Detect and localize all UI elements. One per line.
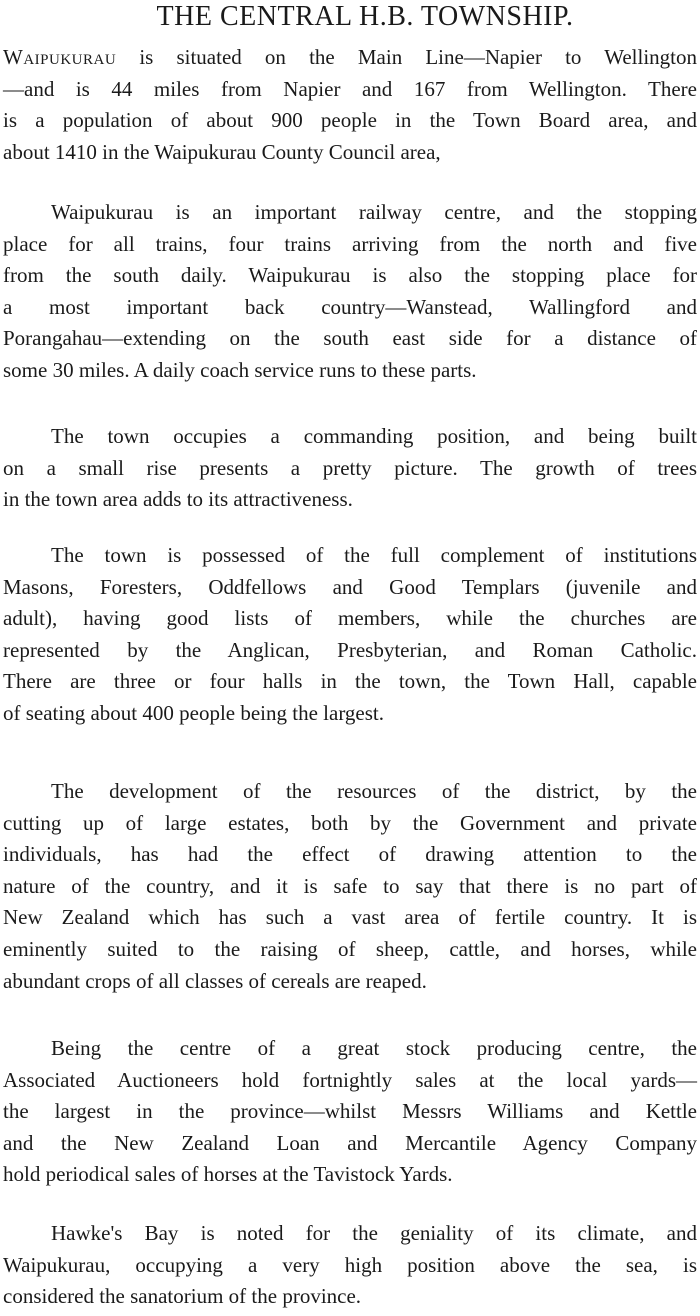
paragraph-line: Waipukurau is situated on the Main Line—Napier to Wellington [3,45,697,69]
paragraph-2 [3,197,697,387]
paragraph-line: eminently suited to the raising of sheep, cattle, and horses, while [3,936,697,961]
paragraph-4 [3,540,697,730]
paragraph-line: considered the sanatorium of the province. [3,1284,362,1309]
paragraph-5 [3,776,697,997]
paragraph-line: place for all trains, four trains arriving from the north and five [3,231,697,256]
paragraph-line: The town is possessed of the full complement of institutions [51,543,697,567]
paragraph-line: abundant crops of all classes of cereals are reaped. [3,968,427,993]
paragraph-line: Waipukurau, occupying a very high position above the sea, is [3,1252,697,1277]
paragraph-line: Hawke's Bay is noted for the geniality of its climate, and [51,1221,697,1245]
paragraph-line: The town occupies a commanding position, and being built [51,424,697,448]
paragraph-line: some 30 miles. A daily coach service runs to these parts. [3,357,477,382]
paragraph-line: on a small rise presents a pretty picture. The growth of trees [3,455,697,480]
paragraph-line: is a population of about 900 people in the Town Board area, and [3,108,697,133]
paragraph-line: Associated Auctioneers hold fortnightly sales at the local yards— [3,1067,697,1092]
paragraph-line: represented by the Anglican, Presbyterian, and Roman Catholic. [3,637,697,662]
paragraph-line: Porangahau—extending on the south east side for a distance of [3,326,697,351]
paragraph-line: hold periodical sales of horses at the Tavistock Yards. [3,1162,453,1187]
paragraph-line: There are three or four halls in the town, the Town Hall, capable [3,669,697,694]
paragraph-line: individuals, has had the effect of drawing attention to the [3,842,697,867]
paragraph-line: about 1410 in the Waipukurau County Council area, [3,139,441,164]
paragraph-line: Being the centre of a great stock producing centre, the [51,1036,697,1060]
paragraph-line: of seating about 400 people being the largest. [3,700,385,725]
paragraph-line: The development of the resources of the district, by the [51,779,697,803]
paragraph-line: adult), having good lists of members, while the churches are [3,606,697,631]
paragraph-line: —and is 44 miles from Napier and 167 from Wellington. There [3,76,697,101]
paragraph-line: and the New Zealand Loan and Mercantile Agency Company [3,1130,697,1155]
paragraph-line: nature of the country, and it is safe to say that there is no part of [3,873,697,898]
paragraph-line: Masons, Foresters, Oddfellows and Good Templars (juvenile and [3,574,697,599]
paragraph-line: a most important back country—Wanstead, Wallingford and [3,294,697,319]
paragraph-6 [3,1033,697,1191]
paragraph-line: New Zealand which has such a vast area of fertile country. It is [3,905,697,930]
page-title: THE CENTRAL H.B. TOWNSHIP. [156,1,574,32]
paragraph-3 [3,421,697,516]
paragraph-line: cutting up of large estates, both by the Government and private [3,810,697,835]
lead-word: Waipukurau [3,45,117,69]
paragraph-line: in the town area adds to its attractiveness. [3,487,353,512]
paragraph-1 [3,42,697,168]
paragraph-line: Waipukurau is an important railway centre, and the stopping [51,200,697,224]
paragraph-7 [3,1218,697,1313]
paragraph-line: from the south daily. Waipukurau is also the stopping place for [3,263,697,288]
paragraph-line: the largest in the province—whilst Messrs Williams and Kettle [3,1099,697,1124]
